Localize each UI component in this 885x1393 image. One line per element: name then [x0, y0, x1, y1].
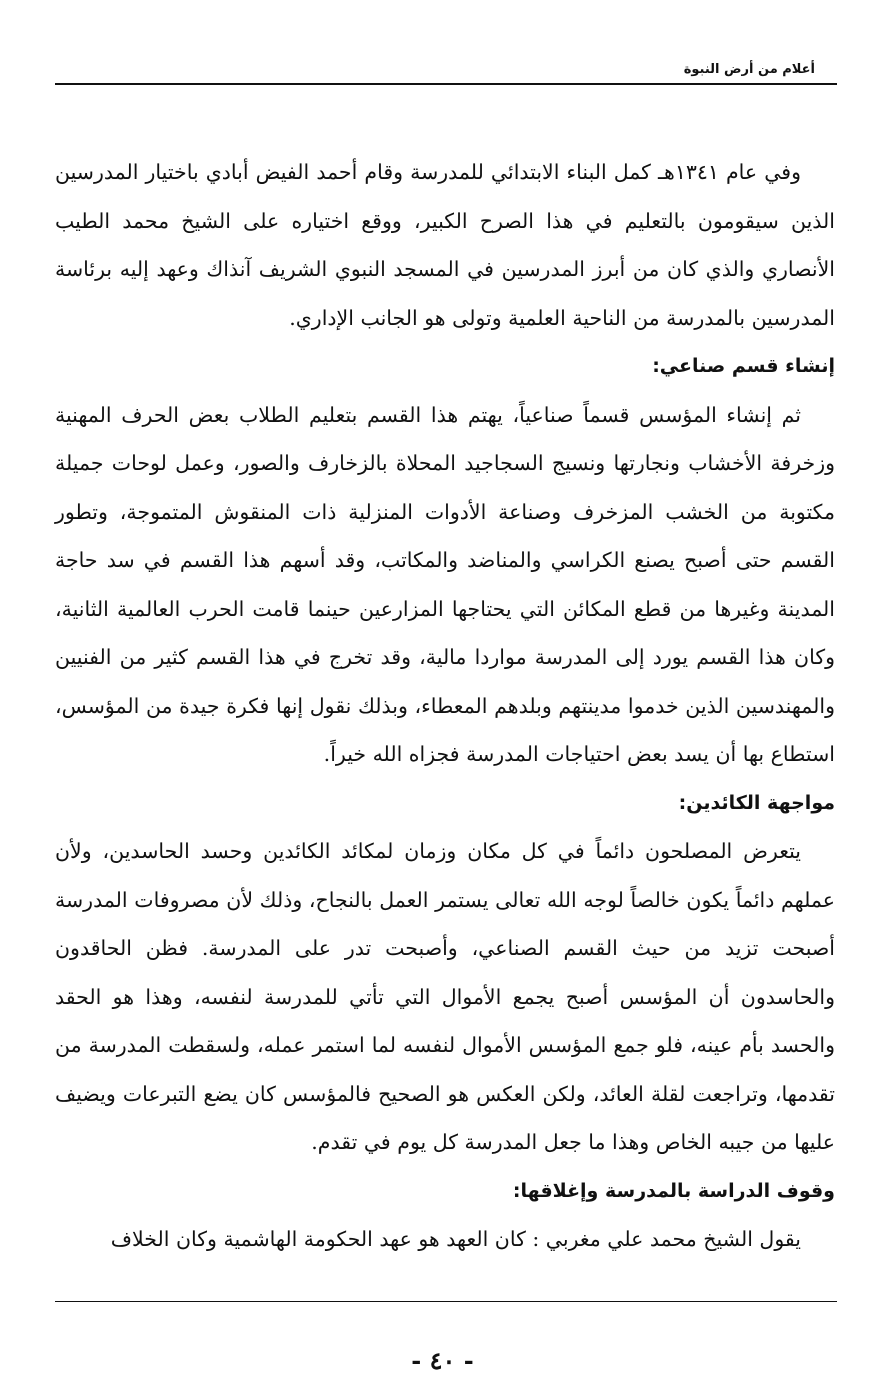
footer-rule [55, 1301, 837, 1302]
paragraph-4: يقول الشيخ محمد علي مغربي : كان العهد هو عهد الحكومة الهاشمية وكان الخلاف [110, 1227, 801, 1251]
section-heading-school-closure: وقوف الدراسة بالمدرسة وإغلاقها: [512, 1179, 835, 1202]
paragraph-1: وفي عام ١٣٤١هـ كمل البناء الابتدائي للمدرسة وقام أحمد الفيض أبادي باختيار المدرسين الذين سيقومون بالتعليم في هذا الصرح الكبير، ووقع اختياره على الشيخ محمد الطيب الأنصاري والذي كان من أبرز المدرسين في المسجد النبوي الشريف آنذاك وعهد إليه برئاسة المدرسين بالمدرسة من الناحية العلمية وتولى هو الجانب الإداري. [55, 160, 835, 330]
paragraph-2: ثم إنشاء المؤسس قسماً صناعياً، يهتم هذا القسم بتعليم الطلاب بعض الحرف المهنية وزخرفة الأخشاب ونجارتها ونسيج السجاجيد المحلاة بالزخارف والصور، وعمل لوحات جميلة مكتوبة من الخشب المزخرف وصناعة الأدوات المنزلية ذات المنقوش المتموجة، وتطور القسم حتى أصبح يصنع الكراسي والمناضد والمكاتب، وقد أسهم هذا القسم في سد حاجة المدينة وغيرها من قطع المكائن التي يحتاجها المزارعين حينما قامت الحرب العالمية الثانية، وكان هذا القسم يورد إلى المدرسة مواردا مالية، وقد تخرج في هذا القسم كثير من الفنيين والمهندسين الذين خدموا مدينتهم وبلدهم المعطاء، وبذلك نقول إنها فكرة جيدة من المؤسس، استطاع بها أن يسد بعض احتياجات المدرسة فجزاه الله خيراً. [55, 402, 835, 766]
section-heading-facing-plotters: مواجهة الكائدين: [678, 791, 835, 814]
running-header-title: أعلام من أرض النبوة [683, 62, 815, 77]
paragraph-3: يتعرض المصلحون دائماً في كل مكان وزمان لمكائد الكائدين وحسد الحاسدين، ولأن عملهم دائماً يكون خالصاً لوجه الله تعالى يستمر العمل بالنجاح، وذلك لأن مصروفات المدرسة أصبحت تزيد من حيث القسم الصناعي، وأصبحت تدر على المدرسة. فظن الحاقدون والحاسدون أن المؤسس أصبح يجمع الأموال التي تأتي للمدرسة لنفسه، وهذا هو الحقد والحسد بأم عينه، فلو جمع المؤسس الأموال لنفسه لما استمر عمله، ولسقطت المدرسة من تقدمها، وتراجعت لقلة العائد، ولكن العكس هو الصحيح فالمؤسس كان يضع التبرعات ويضيف عليها من جيبه الخاص وهذا ما جعل المدرسة كل يوم في تقدم. [55, 839, 835, 1154]
section-heading-industrial-department: إنشاء قسم صناعي: [652, 355, 835, 377]
page-number: - ٤٠ - [411, 1346, 474, 1375]
header-rule [55, 83, 837, 85]
page-body [55, 148, 835, 1264]
